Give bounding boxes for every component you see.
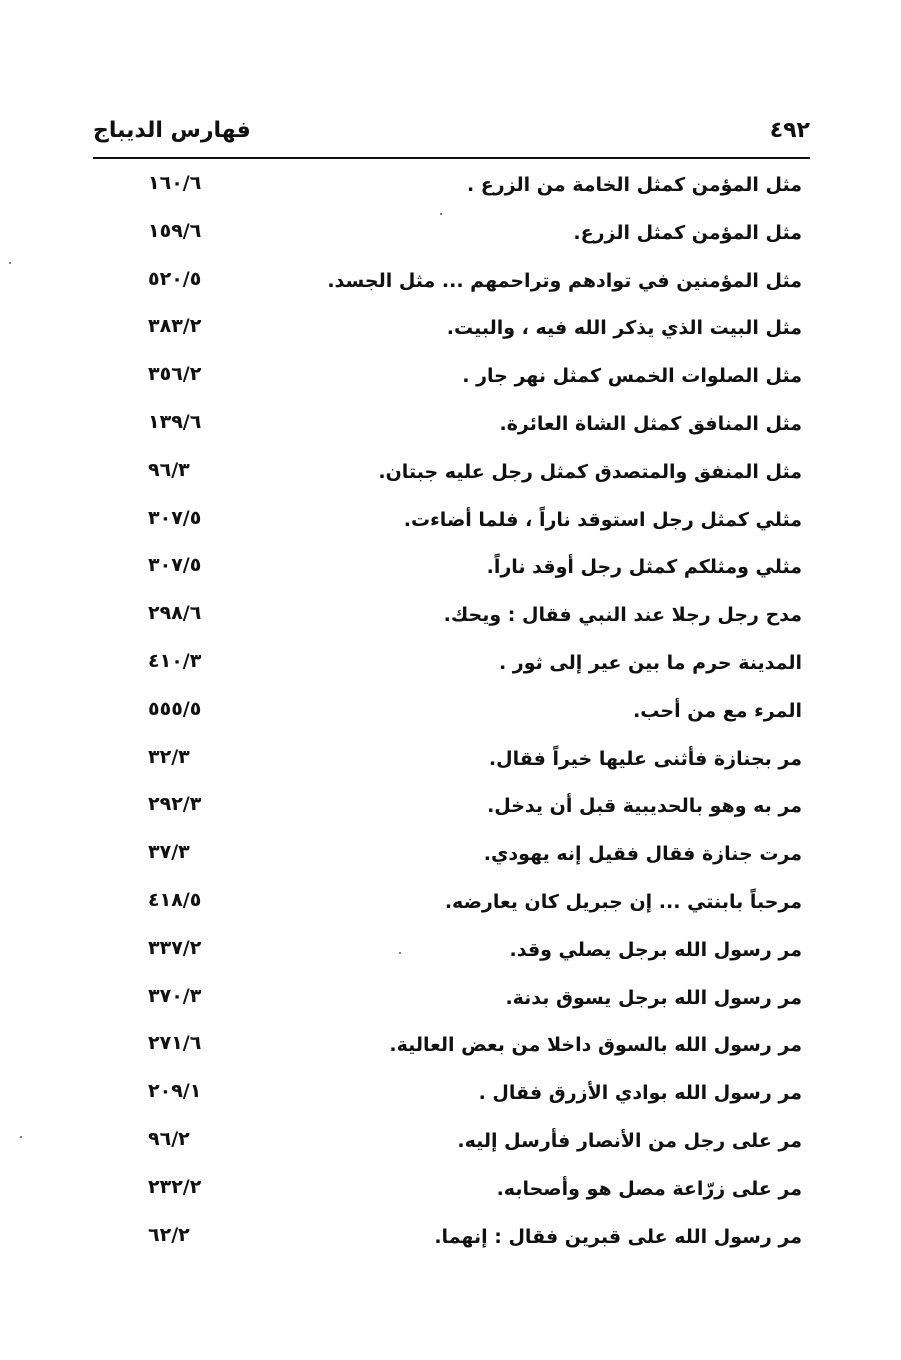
entry-reference: ٣٠٧/٥ [148,554,202,577]
entry-reference: ٩٦/٢ [148,1127,190,1150]
entry-text: مر بجنازة فأثنى عليها خيراً فقال. [488,747,802,770]
index-entry [93,596,810,644]
entry-reference: ١٣٩/٦ [148,410,202,433]
entry-text: مر رسول الله بوادي الأزرق فقال . [478,1082,802,1105]
scan-speck [9,262,11,264]
entry-text: مثلي ومثلكم كمثل رجل أوقد ناراً. [486,556,802,579]
entry-text: مثلي كمثل رجل استوقد ناراً ، فلما أضاءت. [403,508,802,531]
entry-text: مثل البيت الذي يذكر الله فيه ، والبيت. [446,317,802,340]
header-rule [93,157,810,159]
entry-reference: ٢٧١/٦ [148,1032,202,1055]
entry-reference: ٥٥٥/٥ [148,697,202,720]
index-entry [93,883,810,931]
entry-reference: ٢٩٨/٦ [148,602,202,625]
index-entry [93,1122,810,1170]
scan-speck [440,213,442,215]
index-entry [93,309,810,357]
entry-text: مر رسول الله بالسوق داخلا من بعض العالية. [389,1034,802,1057]
index-entry [93,166,810,214]
running-title: فهارس الديباج [93,118,251,143]
entry-reference: ٤١٠/٣ [148,649,202,672]
entry-reference: ٣٠٧/٥ [148,506,202,529]
entry-text: مثل المؤمنين في توادهم وتراحمهم ... مثل الجسد. [327,269,802,292]
page-header [93,118,810,158]
page-number: ٤٩٢ [769,118,810,143]
entry-text: مر به وهو بالحديبية قبل أن يدخل. [487,795,802,818]
entry-text: مثل الصلوات الخمس كمثل نهر جار . [462,365,802,388]
entry-text: المدينة حرم ما بين عير إلى ثور . [498,651,802,674]
entry-text: مثل المؤمن كمثل الزرع. [573,221,802,244]
entry-reference: ٢٠٩/١ [148,1080,202,1103]
entry-reference: ٣٧/٣ [148,841,190,864]
index-entry [93,1170,810,1218]
entry-reference: ٢٩٢/٣ [148,793,202,816]
index-entry [93,740,810,788]
index-entry [93,979,810,1027]
index-entry [93,692,810,740]
entry-reference: ٤١٨/٥ [148,888,202,911]
entry-reference: ١٥٩/٦ [148,219,202,242]
index-entry [93,357,810,405]
index-entry [93,1026,810,1074]
entry-text: المرء مع من أحب. [633,699,802,722]
index-entry [93,644,810,692]
entry-reference: ٣٧٠/٣ [148,984,202,1007]
entry-reference: ٣٢/٣ [148,745,190,768]
index-entry [93,548,810,596]
entry-reference: ١٦٠/٦ [148,172,202,194]
entry-text: مثل المنفق والمتصدق كمثل رجل عليه جبتان. [378,460,802,483]
entry-reference: ٣٨٣/٢ [148,315,202,338]
index-entry [93,835,810,883]
index-entry [93,787,810,835]
index-entry [93,501,810,549]
entry-text: مر رسول الله برجل يسوق بدنة. [505,986,802,1009]
entry-text: مر رسول الله برجل يصلي وقد. [509,938,802,961]
scan-speck [20,1136,22,1138]
entry-text: مثل المنافق كمثل الشاة العائرة. [499,412,802,435]
entry-reference: ٩٦/٣ [148,458,190,481]
entry-reference: ٥٢٠/٥ [148,267,202,290]
entry-text: مدح رجل رجلا عند النبي فقال : ويحك. [443,604,802,627]
entry-text: مرحباً بابنتي ... إن جبريل كان يعارضه. [444,890,802,913]
index-entry [93,1218,810,1266]
scan-speck [399,952,401,954]
entry-text: مر على زرّاعة مصل هو وأصحابه. [496,1177,802,1200]
entry-reference: ٣٥٦/٢ [148,363,202,386]
entry-text: مر على رجل من الأنصار فأرسل إليه. [457,1129,802,1152]
index-entries [93,166,810,1265]
entry-reference: ٦٢/٢ [148,1223,190,1246]
index-entry [93,214,810,262]
entry-text: مرت جنازة فقال فقيل إنه يهودي. [483,843,802,866]
index-entry [93,1074,810,1122]
entry-reference: ٢٣٢/٢ [148,1175,202,1198]
index-entry [93,262,810,310]
entry-text: مر رسول الله على قبرين فقال : إنهما. [434,1225,802,1248]
index-entry [93,931,810,979]
entry-text: مثل المؤمن كمثل الخامة من الزرع . [466,174,802,196]
index-entry [93,405,810,453]
index-entry [93,453,810,501]
entry-reference: ٣٣٧/٢ [148,936,202,959]
